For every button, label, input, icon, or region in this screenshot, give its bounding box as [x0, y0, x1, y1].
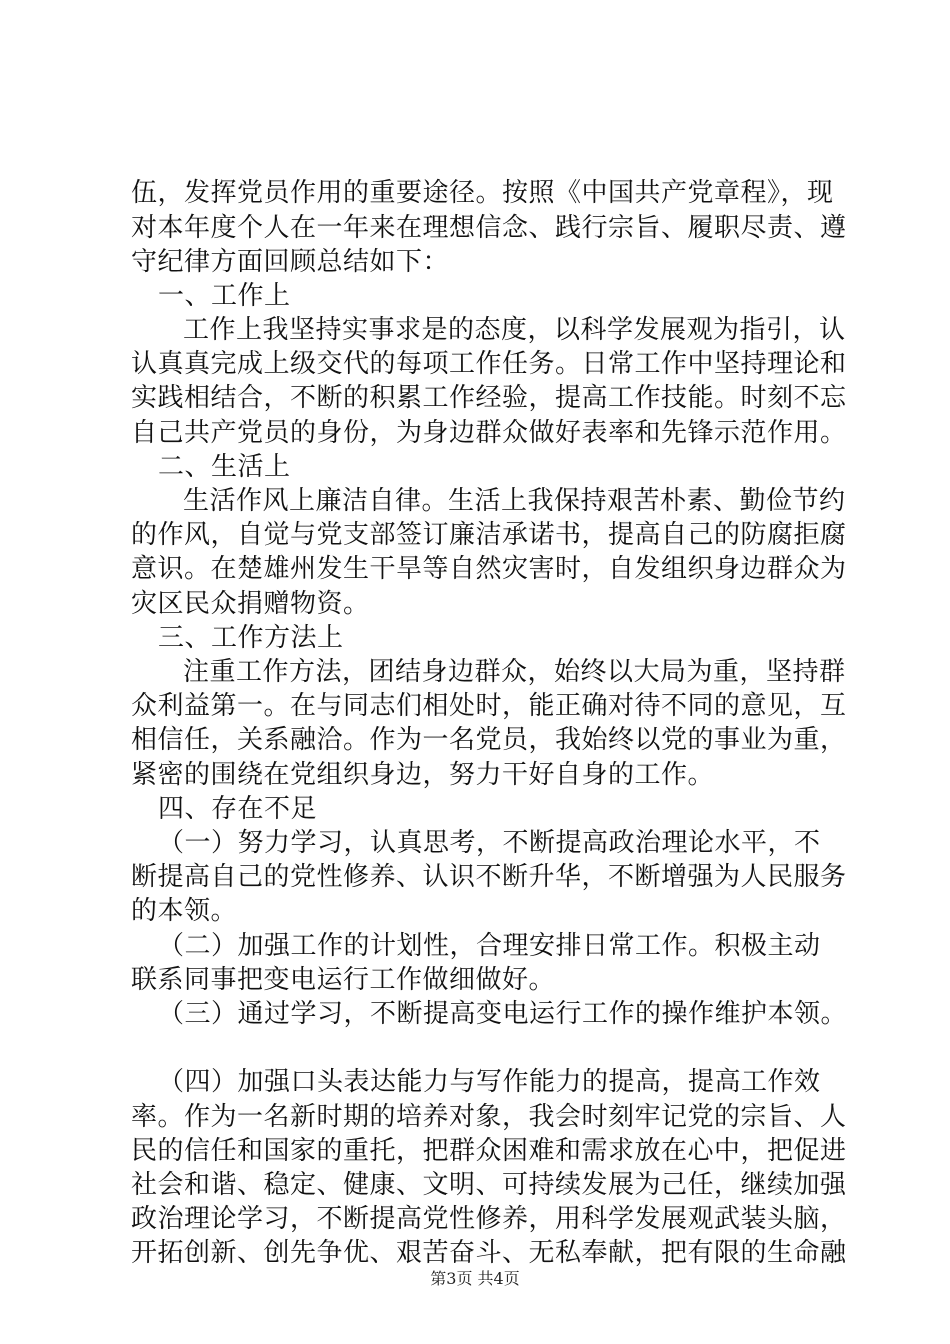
text-line: 生活作风上廉洁自律。生活上我保持艰苦朴素、勤俭节约 [183, 486, 846, 516]
text-line: 社会和谐、稳定、健康、文明、可持续发展为己任，继续加强 [131, 1170, 847, 1200]
text-line: 的本领。 [131, 896, 238, 926]
text-line: 民的信任和国家的重托，把群众困难和需求放在心中，把促进 [131, 1136, 847, 1166]
list-item: （一）努力学习，认真思考，不断提高政治理论水平，不 [158, 828, 821, 858]
list-item: （三）通过学习，不断提高变电运行工作的操作维护本领。 [158, 999, 848, 1029]
text-line: 政治理论学习，不断提高党性修养，用科学发展观武装头脑， [131, 1204, 847, 1234]
text-line: 的作风，自觉与党支部签订廉洁承诺书，提高自己的防腐拒腐 [131, 520, 847, 550]
section-heading: 二、生活上 [158, 452, 291, 482]
text-line: 联系同事把变电运行工作做细做好。 [131, 965, 556, 995]
text-line: 自己共产党员的身份，为身边群众做好表率和先锋示范作用。 [131, 418, 847, 448]
text-line: 紧密的围绕在党组织身边，努力干好自身的工作。 [131, 760, 715, 790]
text-line: 工作上我坚持实事求是的态度，以科学发展观为指引，认 [183, 315, 846, 345]
text-line: 灾区民众捐赠物资。 [131, 589, 370, 619]
section-heading: 一、工作上 [158, 281, 291, 311]
section-heading: 四、存在不足 [158, 794, 318, 824]
list-item: （二）加强工作的计划性，合理安排日常工作。积极主动 [158, 931, 821, 961]
page-number-footer: 第3页 共4页 [430, 1269, 520, 1288]
text-line: 意识。在楚雄州发生干旱等自然灾害时，自发组织身边群众为 [131, 554, 847, 584]
text-line: 注重工作方法，团结身边群众，始终以大局为重，坚持群 [183, 657, 846, 687]
text-line: 断提高自己的党性修养、认识不断升华，不断增强为人民服务 [131, 862, 847, 892]
text-line: 实践相结合，不断的积累工作经验，提高工作技能。时刻不忘 [131, 383, 847, 413]
list-item: （四）加强口头表达能力与写作能力的提高，提高工作效 [158, 1067, 821, 1097]
text-line: 率。作为一名新时期的培养对象，我会时刻牢记党的宗旨、人 [131, 1102, 847, 1132]
text-line: 认真真完成上级交代的每项工作任务。日常工作中坚持理论和 [131, 349, 847, 379]
text-line: 守纪律方面回顾总结如下： [131, 247, 450, 277]
text-line: 众利益第一。在与同志们相处时，能正确对待不同的意见，互 [131, 691, 847, 721]
text-line: 伍，发挥党员作用的重要途径。按照《中国共产党章程》，现 [131, 178, 834, 208]
text-line: 相信任，关系融洽。作为一名党员，我始终以党的事业为重， [131, 725, 847, 755]
section-heading: 三、工作方法上 [158, 623, 344, 653]
text-line: 开拓创新、创先争优、艰苦奋斗、无私奉献，把有限的生命融 [131, 1238, 847, 1268]
text-line: 对本年度个人在一年来在理想信念、践行宗旨、履职尽责、遵 [131, 213, 847, 243]
